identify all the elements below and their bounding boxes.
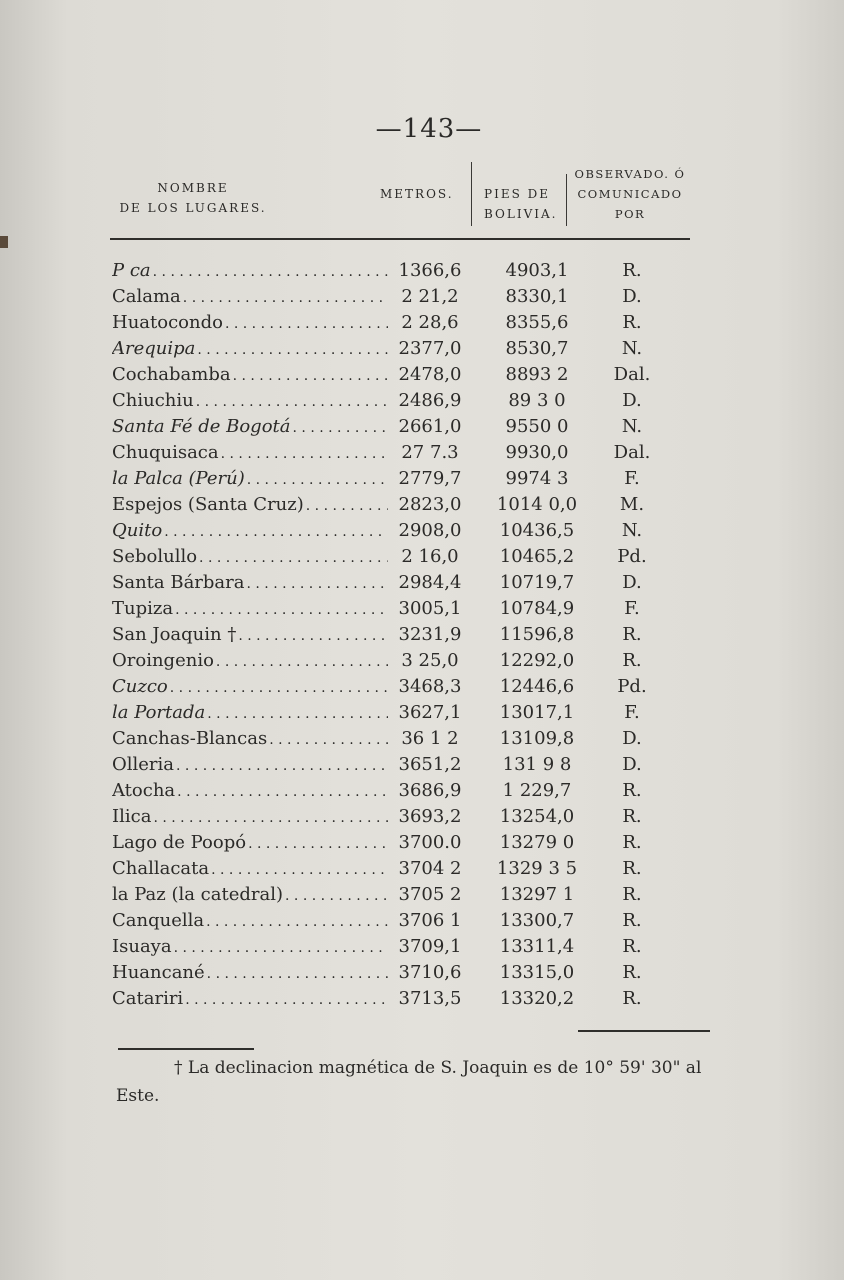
place-label: Arequipa xyxy=(112,338,196,359)
place-name xyxy=(112,882,388,909)
observer-value: Pd. xyxy=(617,676,647,697)
place-name xyxy=(112,960,388,987)
header-rule xyxy=(110,238,690,240)
pies-value: 13279 0 xyxy=(499,832,575,853)
observer-value: D. xyxy=(622,286,642,307)
observer-value: R. xyxy=(622,312,642,333)
table-row xyxy=(110,830,670,856)
observer-value: Dal. xyxy=(613,364,651,385)
place-label: Sebolullo xyxy=(112,546,198,567)
table-row xyxy=(110,882,670,908)
place-name xyxy=(112,388,388,415)
header-pies xyxy=(484,184,570,224)
observer-value: R. xyxy=(622,962,642,983)
table-row xyxy=(110,726,670,752)
metros-value: 3709,1 xyxy=(398,936,462,957)
place-label: Cochabamba xyxy=(112,364,231,385)
place-label: Chuquisaca xyxy=(112,442,219,463)
metros-value: 3713,5 xyxy=(398,988,462,1009)
observer-value: R. xyxy=(622,858,642,879)
table-row xyxy=(110,622,670,648)
place-label: la Portada xyxy=(112,702,206,723)
observer-value: F. xyxy=(624,702,640,723)
observer-value: R. xyxy=(622,650,642,671)
table-row xyxy=(110,960,670,986)
place-label: Challacata xyxy=(112,858,210,879)
header-nombre xyxy=(108,178,278,218)
table-row xyxy=(110,362,670,388)
observer-value: D. xyxy=(622,572,642,593)
table-row xyxy=(110,648,670,674)
metros-value: 2377,0 xyxy=(398,338,462,359)
metros-value: 2 28,6 xyxy=(401,312,459,333)
pies-value: 11596,8 xyxy=(499,624,575,645)
metros-value: 3005,1 xyxy=(398,598,462,619)
pies-value: 12292,0 xyxy=(499,650,575,671)
place-name xyxy=(112,778,388,805)
table-row xyxy=(110,908,670,934)
pies-value: 8893 2 xyxy=(505,364,569,385)
pies-value: 13017,1 xyxy=(499,702,575,723)
header-metros: METROS. xyxy=(380,187,454,201)
place-name xyxy=(112,648,388,675)
metros-value: 1366,6 xyxy=(398,260,462,281)
pies-value: 13300,7 xyxy=(499,910,575,931)
place-name xyxy=(112,336,388,363)
observer-value: F. xyxy=(624,468,640,489)
observer-value: R. xyxy=(622,624,642,645)
footnote: † La declinacion magnética de S. Joaquin es de 10° 59' 30" al Este. xyxy=(116,1058,702,1106)
pies-value: 13297 1 xyxy=(499,884,575,905)
place-name xyxy=(112,830,388,857)
place-name xyxy=(112,908,388,935)
metros-value: 3705 2 xyxy=(398,884,462,905)
table-row xyxy=(110,336,670,362)
observer-value: R. xyxy=(622,832,642,853)
observer-value: R. xyxy=(622,260,642,281)
binding-mark xyxy=(0,236,8,248)
place-name xyxy=(112,258,388,285)
table-row xyxy=(110,752,670,778)
metros-value: 2779,7 xyxy=(398,468,462,489)
pies-value: 1014 0,0 xyxy=(496,494,578,515)
table-row xyxy=(110,674,670,700)
metros-value: 27 7.3 xyxy=(401,442,459,463)
header-nombre-line1: NOMBRE xyxy=(157,181,229,195)
place-label: Lago de Poopó xyxy=(112,832,247,853)
place-label: Santa Fé de Bogotá xyxy=(112,416,291,437)
observer-value: D. xyxy=(622,390,642,411)
table-row xyxy=(110,700,670,726)
place-label: Chiuchiu xyxy=(112,390,194,411)
observer-value: Dal. xyxy=(613,442,651,463)
table-row xyxy=(110,778,670,804)
metros-value: 2478,0 xyxy=(398,364,462,385)
observer-value: N. xyxy=(621,520,643,541)
metros-value: 2823,0 xyxy=(398,494,462,515)
pies-value: 8355,6 xyxy=(505,312,569,333)
place-name xyxy=(112,362,388,389)
place-label: Calama xyxy=(112,286,181,307)
pies-value: 13320,2 xyxy=(499,988,575,1009)
metros-value: 3651,2 xyxy=(398,754,462,775)
pies-value: 8330,1 xyxy=(505,286,569,307)
table-row xyxy=(110,518,670,544)
pies-value: 13315,0 xyxy=(499,962,575,983)
place-name xyxy=(112,622,388,649)
metros-value: 3686,9 xyxy=(398,780,462,801)
place-label: Olleria xyxy=(112,754,175,775)
pies-value: 1 229,7 xyxy=(502,780,572,801)
metros-value: 2661,0 xyxy=(398,416,462,437)
place-label: Oroingenio xyxy=(112,650,214,671)
table-row xyxy=(110,856,670,882)
pies-value: 9930,0 xyxy=(505,442,569,463)
observer-value: F. xyxy=(624,598,640,619)
pies-value: 131 9 8 xyxy=(502,754,572,775)
place-name xyxy=(112,804,388,831)
table-row xyxy=(110,310,670,336)
place-label: Ilica xyxy=(112,806,152,827)
observer-value: D. xyxy=(622,754,642,775)
place-name xyxy=(112,700,388,727)
pies-value: 9974 3 xyxy=(505,468,569,489)
place-label: Canchas-Blancas xyxy=(112,728,268,749)
footnote-rule xyxy=(118,1048,254,1050)
metros-value: 3627,1 xyxy=(398,702,462,723)
metros-value: 2 16,0 xyxy=(401,546,459,567)
header-divider xyxy=(566,174,567,226)
pies-value: 13254,0 xyxy=(499,806,575,827)
observer-value: R. xyxy=(622,806,642,827)
table-row xyxy=(110,258,670,284)
observer-value: N. xyxy=(621,338,643,359)
metros-value: 3710,6 xyxy=(398,962,462,983)
table-row xyxy=(110,440,670,466)
pies-value: 9550 0 xyxy=(505,416,569,437)
place-name xyxy=(112,466,388,493)
place-name xyxy=(112,726,388,753)
observer-value: R. xyxy=(622,936,642,957)
header-pies-line1: PIES DE xyxy=(484,187,550,201)
place-name xyxy=(112,414,388,441)
place-label: Huancané xyxy=(112,962,205,983)
metros-value: 3468,3 xyxy=(398,676,462,697)
observer-value: R. xyxy=(622,884,642,905)
metros-value: 3700.0 xyxy=(398,832,462,853)
place-label: P ca xyxy=(112,260,151,281)
pies-value: 1329 3 5 xyxy=(496,858,578,879)
place-name xyxy=(112,284,388,311)
header-obs-line1: OBSERVADO. Ó xyxy=(574,167,686,181)
header-pies-line2: BOLIVIA. xyxy=(484,207,558,221)
place-label: Quito xyxy=(112,520,163,541)
table-row xyxy=(110,492,670,518)
place-label: Espejos (Santa Cruz) xyxy=(112,494,304,515)
place-label: Isuaya xyxy=(112,936,172,957)
metros-value: 3693,2 xyxy=(398,806,462,827)
place-name xyxy=(112,752,388,779)
place-name xyxy=(112,440,388,467)
metros-value: 3231,9 xyxy=(398,624,462,645)
place-name xyxy=(112,856,388,883)
pies-value: 89 3 0 xyxy=(508,390,566,411)
observer-value: D. xyxy=(622,728,642,749)
place-label: Tupiza xyxy=(112,598,174,619)
place-name xyxy=(112,570,388,597)
place-name xyxy=(112,674,388,701)
metros-value: 2486,9 xyxy=(398,390,462,411)
table-row xyxy=(110,284,670,310)
place-label: Santa Bárbara xyxy=(112,572,245,593)
pies-value: 13311,4 xyxy=(499,936,575,957)
pies-value: 13109,8 xyxy=(499,728,575,749)
metros-value: 2 21,2 xyxy=(401,286,459,307)
header-nombre-line2: DE LOS LUGARES. xyxy=(119,201,267,215)
place-label: Huatocondo xyxy=(112,312,223,333)
altitude-table xyxy=(110,258,670,1012)
pies-value: 12446,6 xyxy=(499,676,575,697)
page-number: —143— xyxy=(375,114,483,144)
table-end-rule xyxy=(578,1030,710,1032)
metros-value: 2984,4 xyxy=(398,572,462,593)
table-row xyxy=(110,544,670,570)
table-row xyxy=(110,388,670,414)
place-label: Canquella xyxy=(112,910,205,931)
pies-value: 8530,7 xyxy=(505,338,569,359)
table-row xyxy=(110,466,670,492)
metros-value: 3706 1 xyxy=(398,910,462,931)
place-label: San Joaquin † xyxy=(112,624,237,645)
metros-value: 2908,0 xyxy=(398,520,462,541)
place-name xyxy=(112,596,388,623)
table-row xyxy=(110,804,670,830)
observer-value: Pd. xyxy=(617,546,647,567)
header-obs-line3: POR xyxy=(614,207,646,221)
place-name xyxy=(112,544,388,571)
metros-value: 3 25,0 xyxy=(401,650,459,671)
pies-value: 4903,1 xyxy=(505,260,569,281)
place-label: la Paz (la catedral) xyxy=(112,884,284,905)
observer-value: M. xyxy=(619,494,645,515)
place-label: Cuzco xyxy=(112,676,168,697)
table-row xyxy=(110,934,670,960)
header-divider xyxy=(471,162,472,226)
metros-value: 36 1 2 xyxy=(401,728,459,749)
place-label: Atocha xyxy=(112,780,176,801)
header-obs-line2: COMUNICADO xyxy=(577,187,683,201)
metros-value: 3704 2 xyxy=(398,858,462,879)
observer-value: R. xyxy=(622,780,642,801)
place-name xyxy=(112,310,388,337)
header-observado xyxy=(570,164,690,224)
table-row xyxy=(110,414,670,440)
observer-value: R. xyxy=(622,988,642,1009)
place-name xyxy=(112,492,388,519)
place-label: Catariri xyxy=(112,988,184,1009)
pies-value: 10784,9 xyxy=(499,598,575,619)
pies-value: 10436,5 xyxy=(499,520,575,541)
table-row xyxy=(110,570,670,596)
pies-value: 10465,2 xyxy=(499,546,575,567)
observer-value: N. xyxy=(621,416,643,437)
observer-value: R. xyxy=(622,910,642,931)
place-label: la Palca (Perú) xyxy=(112,468,245,489)
place-name xyxy=(112,986,388,1013)
table-row xyxy=(110,986,670,1012)
table-row xyxy=(110,596,670,622)
place-name xyxy=(112,518,388,545)
pies-value: 10719,7 xyxy=(499,572,575,593)
place-name xyxy=(112,934,388,961)
